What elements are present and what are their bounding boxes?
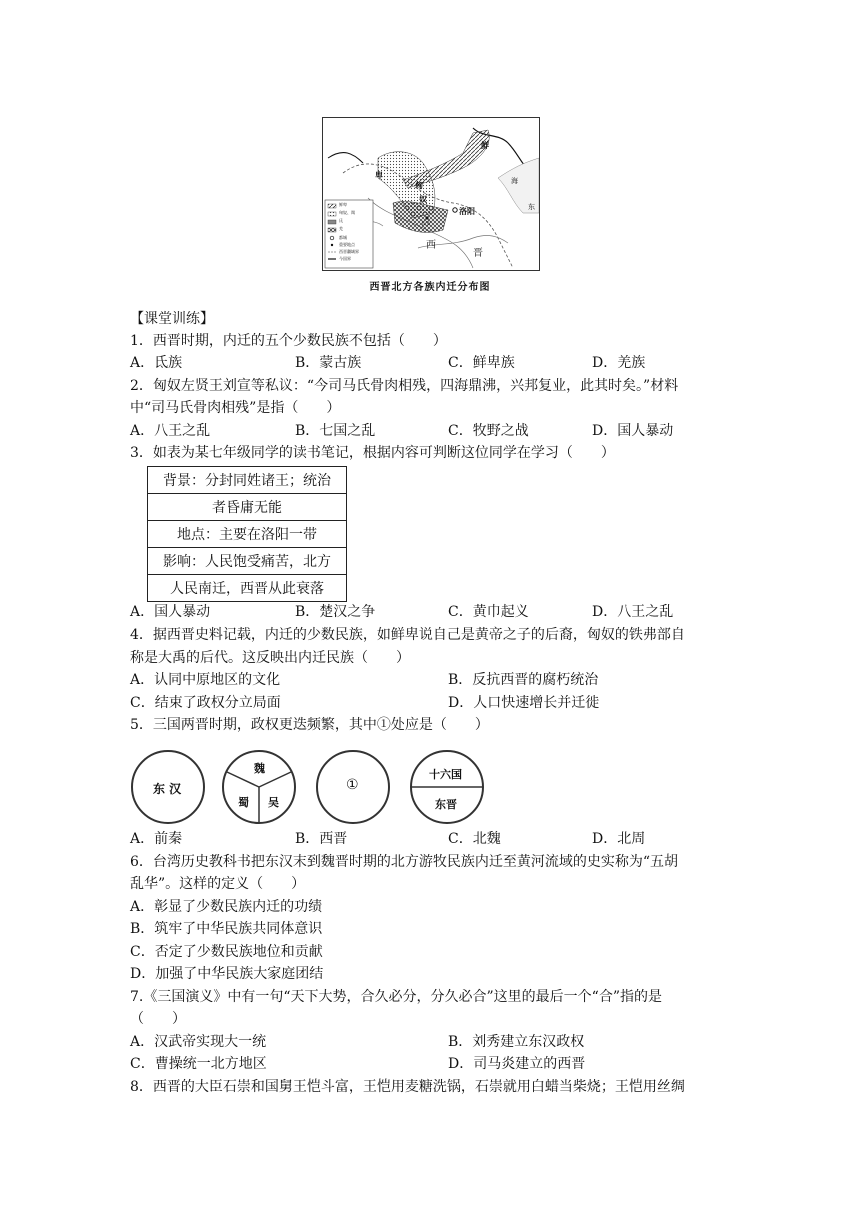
map-legend-7: 今国界 [339,256,351,261]
circle-sixteen-kingdoms-label: 十六国 [429,768,462,781]
map-legend-2: 氐 [339,218,343,223]
q7-option-b: B．刘秀建立东汉政权 [448,1034,585,1050]
q7-stem-line1: 7.《三国演义》中有一句“天下大势，合久必分，分久必合”这里的最后一个“合”指的是 [130,989,662,1005]
q4-stem-line2: 称是大禹的后代。这反映出内迁民族（ ） [130,650,410,666]
notes-row-3: 地点：主要在洛阳一带 [148,521,347,548]
map-label-dong: 东 [528,203,535,211]
q7-option-d: D．司马炎建立的西晋 [448,1056,586,1072]
q2-option-b: B．七国之乱 [295,423,376,439]
map-label-xianbei-2: 卑 [375,171,383,180]
section-title: 【课堂训练】 [130,311,214,327]
q7-option-c: C．曹操统一北方地区 [130,1056,267,1072]
notes-row-4: 影响：人民饱受痛苦，北方 [148,548,347,575]
q2-option-a: A．八王之乱 [130,423,211,439]
sixteen-kingdoms-divider [410,750,484,824]
circle-donghan [131,750,205,824]
q5-stem: 5．三国两晋时期，政权更迭频繁，其中①处应是（ ） [130,717,489,733]
q7-option-a: A．汉武帝实现大一统 [130,1034,267,1050]
circle-wei-label: 魏 [254,762,265,775]
map-label-jin: 晋 [473,248,483,259]
q3-stem: 3．如表为某七年级同学的读书笔记，根据内容可判断这位同学在学习（ ） [130,445,615,461]
migration-map [322,117,540,271]
map-label-nu: 奴 [419,195,427,204]
q3-option-d: D．八王之乱 [592,604,674,620]
map-caption: 西晋北方各族内迁分布图 [369,282,491,293]
q2-stem-line1: 2．匈奴左贤王刘宣等私议：“今司马氏骨肉相残，四海鼎沸，兴邦复业，此其时矣。”材料 [130,378,679,394]
q5-option-a: A．前秦 [130,831,183,847]
map-label-changan: 长安 [421,221,432,227]
map-legend-0: 鲜卑 [339,202,347,207]
q6-option-d: D．加强了中华民族大家庭团结 [130,966,324,982]
q8-stem-line1: 8．西晋的大臣石崇和国舅王恺斗富，王恺用麦糖洗锅，石崇就用白蜡当柴烧；王恺用丝绸 [130,1079,685,1095]
circle-blank-label: ① [346,777,359,793]
q1-option-c: C．鲜卑族 [448,355,515,371]
q6-stem-line2: 乱华”。这样的定义（ ） [130,876,306,892]
q4-stem-line1: 4．据西晋史料记载，内迁的少数民族，如鲜卑说自己是黄帝之子的后裔，匈奴的铁弗部自 [130,627,685,643]
q1-option-a: A．氐族 [130,355,183,371]
map-label-xian: 鲜 [481,141,489,150]
q6-stem-line1: 6．台湾历史教科书把东汉末到魏晋时期的北方游牧民族内迁至黄河流域的史实称为“五胡 [130,854,679,870]
q4-option-c: C．结束了政权分立局面 [130,695,281,711]
map-label-luoyang: 洛阳 [459,207,475,216]
map-label-xi: 西 [426,240,436,251]
circle-dongjin-label: 东晋 [435,798,457,811]
circle-three-kingdoms [222,750,296,824]
circle-blank-1 [316,750,390,824]
q4-option-a: A．认同中原地区的文化 [130,672,281,688]
q6-option-a: A．彰显了少数民族内迁的功绩 [130,899,323,915]
q7-stem-line2: （ ） [130,1011,186,1027]
q4-option-d: D．人口快速增长并迁徙 [448,695,600,711]
q3-option-b: B．楚汉之争 [295,604,376,620]
map-label-hai: 海 [511,177,518,185]
map-legend-6: 西晋疆域界 [339,249,359,254]
q6-option-b: B．筑牢了中华民族共同体意识 [130,921,323,937]
q2-option-c: C．牧野之战 [448,423,529,439]
circle-donghan-label: 东 汉 [153,782,182,796]
notes-row-2: 者昏庸无能 [148,494,347,521]
q1-option-b: B．蒙古族 [295,355,362,371]
map-label-xiong: 匈 [415,181,423,190]
q4-option-b: B．反抗西晋的腐朽统治 [448,672,599,688]
q3-option-a: A．国人暴动 [130,604,211,620]
q2-option-d: D．国人暴动 [592,423,674,439]
q5-option-b: B．西晋 [295,831,348,847]
q1-option-d: D．羌族 [592,355,646,371]
circle-shu-label: 蜀 [238,796,249,809]
reading-notes-table [147,466,347,602]
q3-option-c: C．黄巾起义 [448,604,529,620]
notes-row-1: 背景：分封同姓诸王；统治 [148,467,347,494]
q5-option-c: C．北魏 [448,831,501,847]
map-legend-3: 羌 [339,226,343,231]
notes-row-5: 人民南迁，西晋从此衰落 [148,575,347,602]
q6-option-c: C．否定了少数民族地位和贡献 [130,944,323,960]
circle-wu-label: 吴 [268,796,279,809]
map-legend-5: 重要地点 [339,242,355,247]
circle-sixteen-kingdoms [410,750,484,824]
q2-stem-line2: 中“司马氏骨肉相残”是指（ ） [130,400,341,416]
map-legend-1: 匈奴、羯 [339,210,355,215]
map-legend-4: 都城 [339,235,347,240]
q5-option-d: D．北周 [592,831,646,847]
q1-stem: 1．西晋时期，内迁的五个少数民族不包括（ ） [130,333,447,349]
